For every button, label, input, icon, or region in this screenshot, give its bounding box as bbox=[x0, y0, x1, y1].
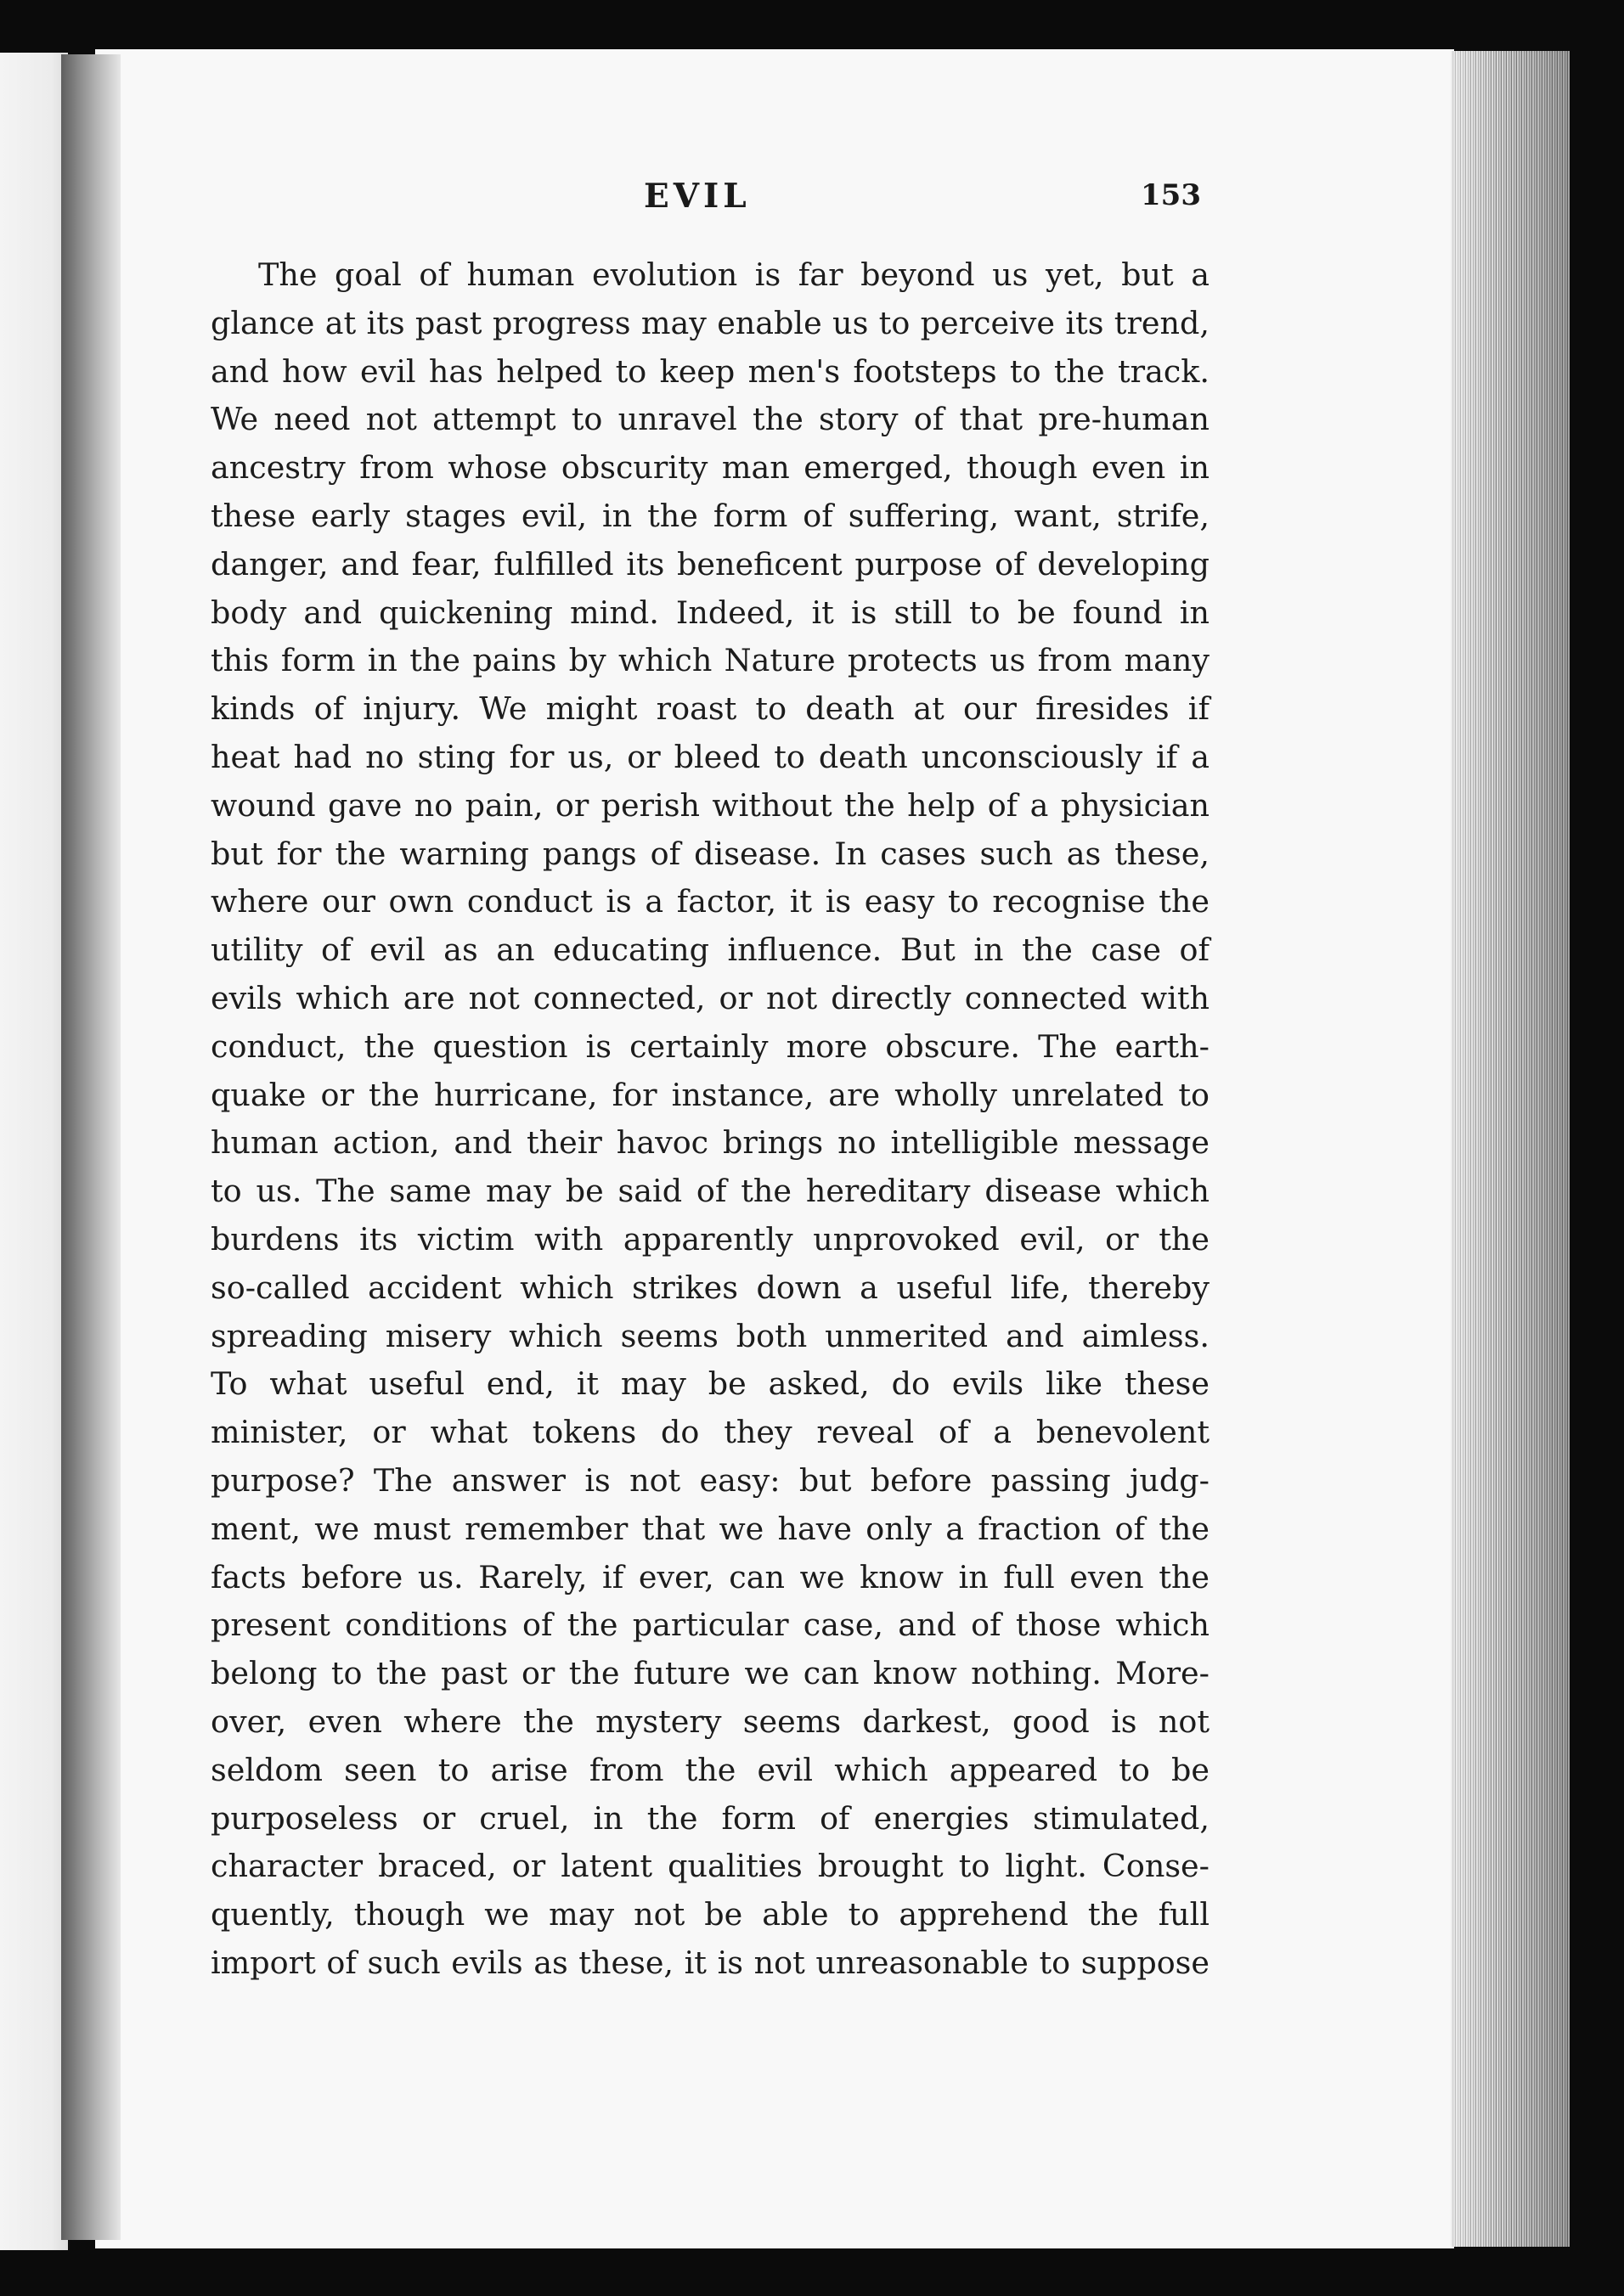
text-line: purpose? The answer is not easy: but before passing judg- bbox=[211, 1461, 1210, 1499]
text-line: quake or the hurricane, for instance, are wholly unrelated to bbox=[211, 1076, 1210, 1113]
text-line: quently, though we may not be able to apprehend the full bbox=[211, 1896, 1210, 1933]
text-line: To what useful end, it may be asked, do evils like these bbox=[211, 1365, 1210, 1403]
facing-page-edge bbox=[0, 53, 68, 2250]
text-line: but for the warning pangs of disease. In cases such as these, bbox=[211, 835, 1210, 872]
text-line: character braced, or latent qualities brought to light. Conse- bbox=[211, 1848, 1210, 1885]
text-line: ment, we must remember that we have only a fraction of the bbox=[211, 1510, 1210, 1547]
text-line: ancestry from whose obscurity man emerged, though even in bbox=[211, 449, 1210, 487]
text-line: We need not attempt to unravel the story of that pre-human bbox=[211, 401, 1210, 438]
page-number: 153 bbox=[1141, 178, 1201, 212]
page-edges-shading bbox=[1451, 51, 1570, 2247]
text-line: so-called accident which strikes down a useful life, thereby bbox=[211, 1269, 1210, 1306]
text-line: conduct, the question is certainly more obscure. The earth- bbox=[211, 1027, 1210, 1065]
text-line: utility of evil as an educating influence. But in the case of bbox=[211, 931, 1210, 969]
text-line: minister, or what tokens do they reveal of a benevolent bbox=[211, 1414, 1210, 1451]
text-line: and how evil has helped to keep men's footsteps to the track. bbox=[211, 352, 1210, 390]
text-line: heat had no sting for us, or bleed to death unconsciously if a bbox=[211, 738, 1210, 775]
text-line: over, even where the mystery seems darkest, good is not bbox=[211, 1702, 1210, 1740]
text-line: to us. The same may be said of the hereditary disease which bbox=[211, 1173, 1210, 1210]
running-title: EVIL bbox=[644, 177, 751, 216]
text-line: wound gave no pain, or perish without the help of a physician bbox=[211, 786, 1210, 824]
text-line: danger, and fear, fulfilled its beneficent purpose of developing bbox=[211, 545, 1210, 582]
text-line: burdens its victim with apparently unprovoked evil, or the bbox=[211, 1220, 1210, 1258]
text-line: belong to the past or the future we can know nothing. More- bbox=[211, 1655, 1210, 1692]
page-header bbox=[211, 177, 1210, 236]
text-line: evils which are not connected, or not directly connected with bbox=[211, 979, 1210, 1016]
text-line: this form in the pains by which Nature protects us from many bbox=[211, 642, 1210, 679]
text-line: spreading misery which seems both unmerited and aimless. bbox=[211, 1317, 1210, 1354]
text-line: seldom seen to arise from the evil which appeared to be bbox=[211, 1751, 1210, 1788]
text-line: these early stages evil, in the form of suffering, want, strife, bbox=[211, 497, 1210, 534]
text-line: human action, and their havoc brings no intelligible message bbox=[211, 1124, 1210, 1162]
body-text bbox=[211, 251, 1210, 1988]
text-line: present conditions of the particular case, and of those which bbox=[211, 1607, 1210, 1644]
text-line: where our own conduct is a factor, it is easy to recognise the bbox=[211, 883, 1210, 920]
text-line: import of such evils as these, it is not unreasonable to suppose bbox=[211, 1944, 1210, 1981]
text-line: glance at its past progress may enable us to perceive its trend, bbox=[211, 304, 1210, 341]
page-gutter-shadow bbox=[61, 54, 121, 2240]
text-line: kinds of injury. We might roast to death at our firesides if bbox=[211, 690, 1210, 728]
text-line: purposeless or cruel, in the form of energies stimulated, bbox=[211, 1799, 1210, 1837]
text-line: facts before us. Rarely, if ever, can we know in full even the bbox=[211, 1558, 1210, 1595]
text-line: The goal of human evolution is far beyond us yet, but a bbox=[258, 256, 1210, 293]
text-line: body and quickening mind. Indeed, it is still to be found in bbox=[211, 594, 1210, 631]
